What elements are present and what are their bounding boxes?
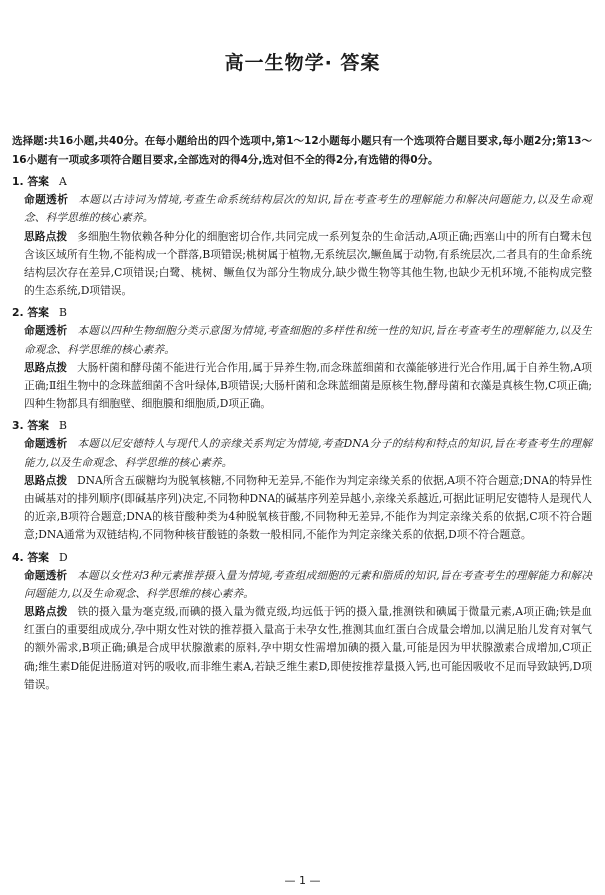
answer-label: 1. 答案 [12,175,49,189]
hint-text: 多细胞生物依赖各种分化的细胞密切合作,共同完成一系列复杂的生命活动,A项正确;西塞山中的所有白鹭未包含该区域所有生物,不能构成一个群落,B项错误;桃树属于植物,无系统层次,鳜鱼属于动物,有系统层次,二者具有的生命系统结构层次存在差异,C项错误;白鹭、桃树、鳜鱼仅为部分生物成分,缺少微生物等其他生物,也缺少无机环境,不能构成完整的生态系统,D项错误。 [24,229,592,298]
answer-value: D [58,550,68,564]
analysis-tag: 命题透析 [24,193,69,207]
hint-tag: 思路点拨 [24,605,68,619]
answer-line [12,173,592,191]
hint-paragraph [12,228,592,301]
question-block-2 [12,304,592,413]
answer-content [12,132,592,694]
analysis-tag: 命题透析 [24,324,68,338]
analysis-text: 本题以尼安德特人与现代人的亲缘关系判定为情境,考查DNA分子的结构和特点的知识,旨在考查考生的理解能力,以及生命观念、科学思维的核心素养。 [24,437,592,469]
analysis-paragraph [12,567,592,603]
hint-tag: 思路点拨 [24,229,68,243]
analysis-tag: 命题透析 [24,437,68,451]
answer-label: 4. 答案 [12,550,49,564]
analysis-paragraph [12,435,592,471]
hint-text: 铁的摄入量为毫克级,而碘的摄入量为微克级,均远低于钙的摄入量,推测铁和碘属于微量元素,A项正确;铁是血红蛋白的重要组成成分,孕中期女性对铁的推荐摄入量高于未孕女性,推测其血红蛋白合成量会增加,以满足胎儿发育对氧气的额外需求,B项正确;碘是合成甲状腺激素的原料,孕中期女性需增加碘的摄入量,可能是因为甲状腺激素合成增加,C项正确;维生素D能促进肠道对钙的吸收,而非维生素A,若缺乏维生素D,即使按推荐量摄入钙,也可能因吸收不足而导致缺钙,D项错误。 [24,605,592,691]
answer-value: B [58,419,67,433]
hint-text: 大肠杆菌和酵母菌不能进行光合作用,属于异养生物,而念珠蓝细菌和衣藻能够进行光合作用,属于自养生物,A项正确;Ⅱ组生物中的念珠蓝细菌不含叶绿体,B项错误;大肠杆菌和念珠蓝细菌是原核生物,酵母菌和衣藻是真核生物,C项正确;四种生物都具有细胞壁、细胞膜和细胞质,D项正确。 [24,360,592,411]
answer-value: A [58,175,67,189]
analysis-text: 本题以女性对3种元素推荐摄入量为情境,考查组成细胞的元素和脂质的知识,旨在考查考生的理解能力和解决问题能力,以及生命观念、科学思维的核心素养。 [24,568,592,600]
answer-label: 2. 答案 [12,306,49,320]
hint-paragraph [12,359,592,414]
question-block-4 [12,549,592,694]
answer-line [12,549,592,567]
analysis-text: 本题以古诗词为情境,考查生命系统结构层次的知识,旨在考查考生的理解能力和解决问题能力,以及生命观念、科学思维的核心素养。 [24,193,592,225]
page-number: — 1 — [284,874,321,887]
analysis-paragraph [12,322,592,358]
hint-tag: 思路点拨 [24,360,67,374]
hint-tag: 思路点拨 [24,473,68,487]
answer-value: B [58,306,67,320]
answer-line [12,417,592,435]
hint-paragraph [12,472,592,545]
hint-paragraph [12,603,592,694]
section-intro: 选择题:共16小题,共40分。在每小题给出的四个选项中,第1～12小题每小题只有一个选项符合题目要求,每小题2分;第13～16小题有一项或多项符合题目要求,全部选对的得4分,选对但不全的得2分,有选错的得0分。 [12,135,592,166]
question-block-1 [12,173,592,300]
page-title: 高一生物学· 答案 [224,52,381,74]
analysis-text: 本题以四种生物细胞分类示意图为情境,考查细胞的多样性和统一性的知识,旨在考查考生的理解能力,以及生命观念、科学思维的核心素养。 [24,324,592,356]
analysis-paragraph [12,191,592,227]
hint-text: DNA所含五碳糖均为脱氧核糖,不同物种无差异,不能作为判定亲缘关系的依据,A项不符合题意;DNA的特异性由碱基对的排列顺序(即碱基序列)决定,不同物种DNA的碱基序列差异越小,亲缘关系越近,可据此证明尼安德特人是现代人的近亲,B项符合题意;DNA的核苷酸种类为4种脱氧核苷酸,不同物种无差异,不能作为判定亲缘关系的依据,C项不符合题意;DNA通常为双链结构,不同物种核苷酸链的条数一般相同,不能作为判定亲缘关系的依据,D项不符合题意。 [24,473,592,542]
question-block-3 [12,417,592,544]
answer-label: 3. 答案 [12,419,49,433]
analysis-tag: 命题透析 [24,568,68,582]
answer-line [12,304,592,322]
